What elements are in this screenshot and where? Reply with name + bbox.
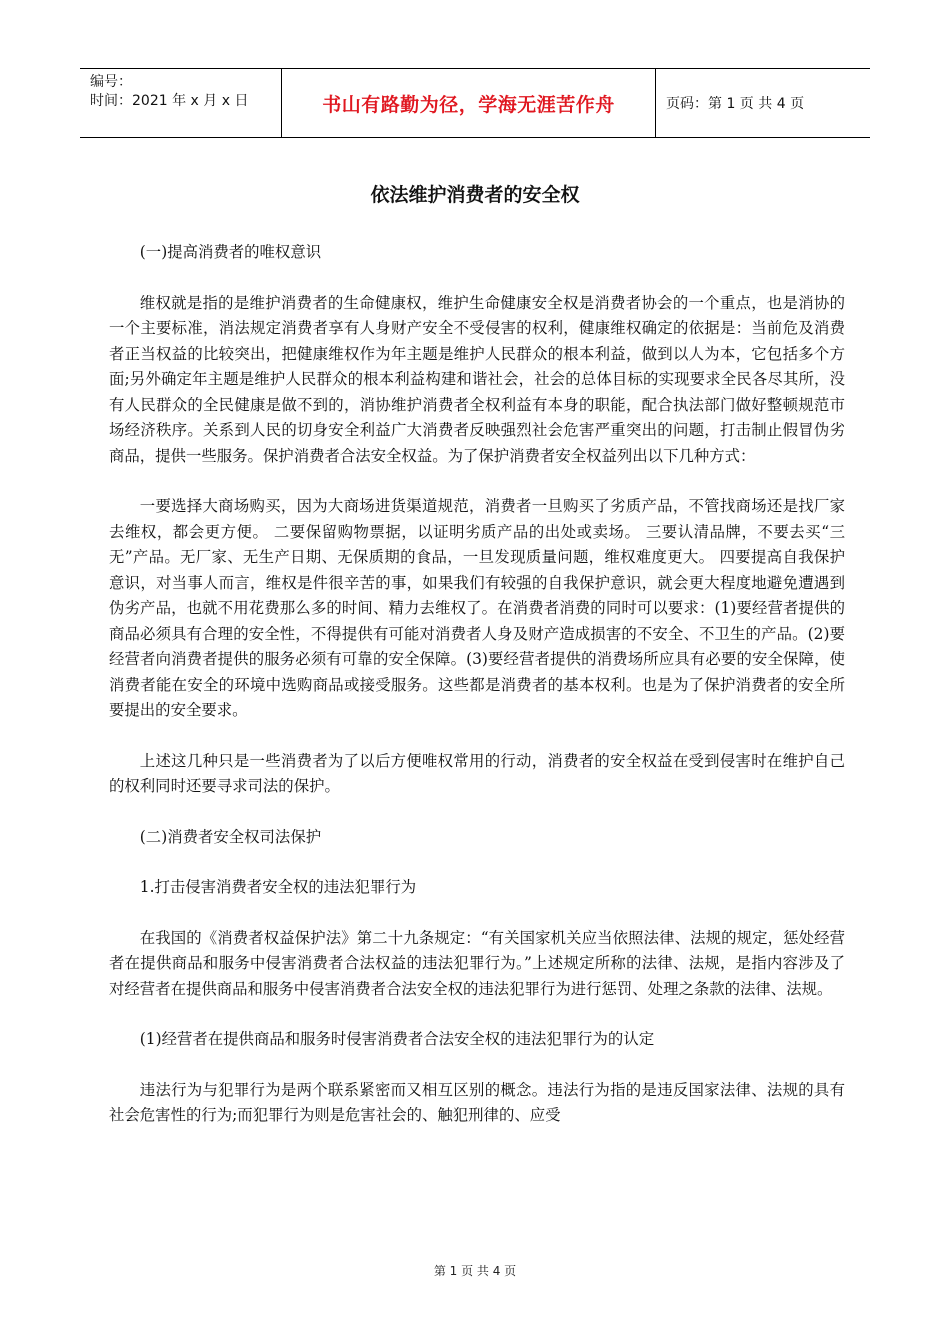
document-number-label: 编号： bbox=[90, 74, 132, 90]
page-footer: 第 1 页 共 4 页 bbox=[433, 1264, 517, 1278]
header-motto: 书山有路勤为径，学海无涯苦作舟 bbox=[282, 69, 656, 137]
document-date-label: 时间：2021 年 x 月 x 日 bbox=[90, 93, 249, 109]
document-title: 依法维护消费者的安全权 bbox=[370, 184, 580, 206]
body-paragraph: 上述这几种只是一些消费者为了以后方便唯权常用的行动，消费者的安全权益在受到侵害时在维护自己的权利同时还要寻求司法的保护。 bbox=[109, 751, 845, 795]
body-paragraph: 在我国的《消费者权益保护法》第二十九条规定：“有关国家机关应当依照法律、法规的规定，惩处经营者在提供商品和服务中侵害消费者合法权益的违法犯罪行为。”上述规定所称的法律、法规，是指内容涉及了对经营者在提供商品和服务中侵害消费者合法安全权的违法犯罪行为进行惩罚、处理之条款的法律、法规。 bbox=[109, 928, 845, 998]
section-heading: (二)消费者安全权司法保护 bbox=[139, 827, 322, 846]
section-heading: (一)提高消费者的唯权意识 bbox=[139, 243, 322, 261]
subsection-heading: (1)经营者在提供商品和服务时侵害消费者合法安全权的违法犯罪行为的认定 bbox=[139, 1030, 655, 1048]
subsection-heading: 1.打击侵害消费者安全权的违法犯罪行为 bbox=[139, 878, 417, 896]
body-paragraph: 违法行为与犯罪行为是两个联系紧密而又相互区别的概念。违法行为指的是违反国家法律、法规的具有社会危害性的行为;而犯罪行为则是危害社会的、触犯刑律的、应受 bbox=[109, 1080, 845, 1124]
body-paragraph: 维权就是指的是维护消费者的生命健康权，维护生命健康安全权是消费者协会的一个重点，也是消协的一个主要标准，消法规定消费者享有人身财产安全不受侵害的权利，健康维权确定的依据是：当前危及消费者正当权益的比较突出，把健康维权作为年主题是维护人民群众的根本利益，做到以人为本，它包括多个方面;另外确定年主题是维护人民群众的根本利益构建和谐社会，社会的总体目标的实现要求全民各尽其所，没有人民群众的全民健康是做不到的，消协维护消费者全权利益有本身的职能，配合执法部门做好整顿规范市场经济秩序。关系到人民的切身安全利益广大消费者反映强烈社会危害严重突出的问题，打击制止假冒伪劣商品，提供一些服务。保护消费者合法安全权益。为了保护消费者安全权益列出以下几种方式： bbox=[109, 293, 845, 465]
header-table bbox=[80, 68, 870, 138]
header-meta-cell bbox=[80, 69, 282, 137]
document-body bbox=[109, 240, 845, 1154]
body-paragraph: 一要选择大商场购买，因为大商场进货渠道规范，消费者一旦购买了劣质产品，不管找商场还是找厂家去维权，都会更方便。 二要保留购物票据，以证明劣质产品的出处或卖场。 三要认清品牌，不要去买“三无”产品。无厂家、无生产日期、无保质期的食品，一旦发现质量问题，维权难度更大。 四要提高自我保护意识，对当事人而言，维权是件很辛苦的事，如果我们有较强的自我保护意识，就会更大程度地避免遭遇到伪劣产品，也就不用花费那么多的时间、精力去维权了。在消费者消费的同时可以要求：(1)要经营者提供的商品必须具有合理的安全性，不得提供有可能对消费者人身及财产造成损害的不安全、不卫生的产品。(2)要经营者向消费者提供的服务必须有可靠的安全保障。(3)要经营者提供的消费场所应具有必要的安全保障，使消费者能在安全的环境中选购商品或接受服务。这些都是消费者的基本权利。也是为了保护消费者的安全所要提出的安全要求。 bbox=[109, 497, 845, 719]
header-page-info: 页码：第 1 页 共 4 页 bbox=[666, 96, 805, 112]
